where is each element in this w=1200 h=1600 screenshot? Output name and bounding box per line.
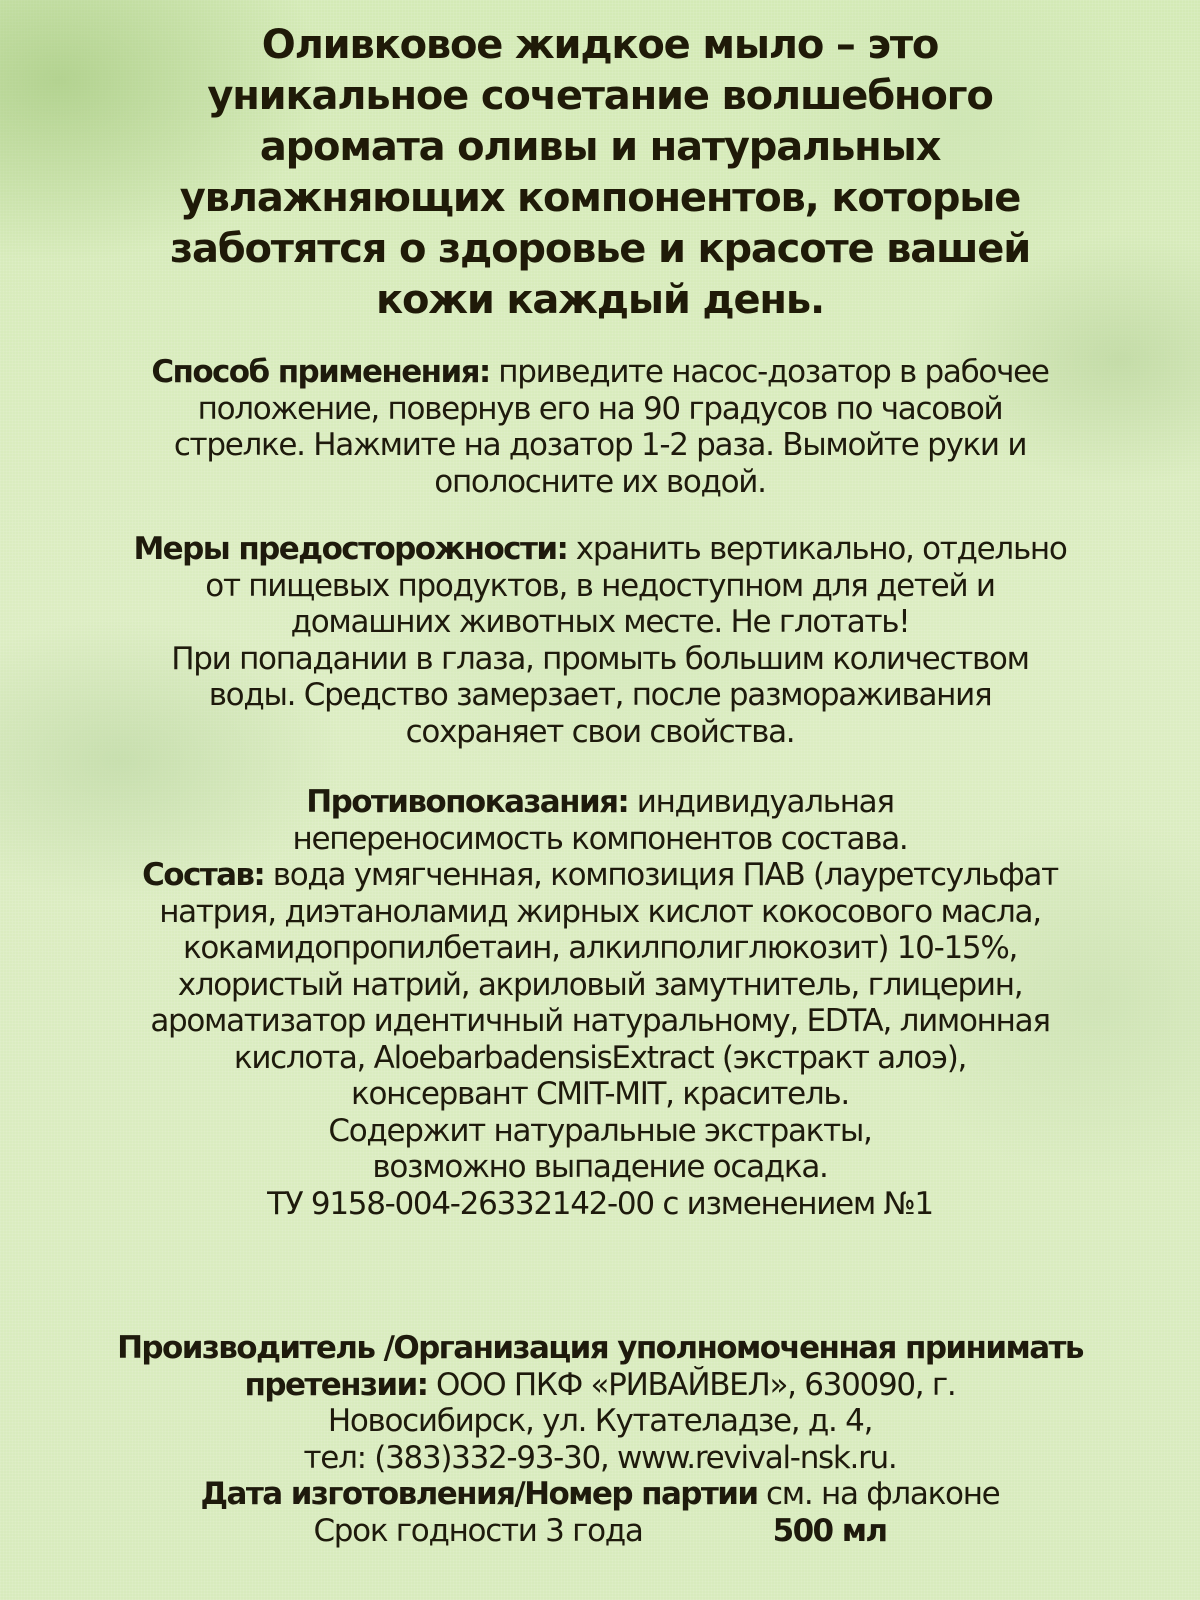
precautions-line: от пищевых продуктов, в недоступном для детей и	[205, 567, 995, 604]
claims-label: претензии:	[244, 1366, 428, 1403]
contraindications-section	[40, 784, 1160, 857]
usage-text: приведите насос-дозатор в рабочее	[489, 354, 1049, 390]
composition-line	[40, 857, 1160, 894]
composition-line: хлористый натрий, акриловый замутнитель, глицерин,	[177, 966, 1023, 1003]
headline-line: кожи каждый день.	[376, 277, 824, 323]
contraindications-line	[40, 784, 1160, 821]
composition-line: кислота, AloebarbadensisExtract (экстракт алоэ),	[233, 1039, 967, 1076]
headline-line: Оливковое жидкое мыло – это	[261, 22, 939, 68]
headline-line: уникальное сочетание волшебного	[207, 73, 993, 119]
contraindications-text: индивидуальная	[628, 784, 894, 820]
composition-section	[40, 857, 1160, 1222]
composition-line: Содержит натуральные экстракты,	[328, 1112, 872, 1149]
composition-text: вода умягченная, композиция ПАВ (лауретсульфат	[264, 857, 1058, 893]
manufacturer-contacts: тел: (383)332-93-30, www.revival-nsk.ru.	[303, 1439, 897, 1476]
manufacturer-line	[40, 1367, 1160, 1404]
precautions-line: воды. Средство замерзает, после размораживания	[208, 677, 992, 713]
shelf-life: Срок годности 3 года	[313, 1512, 643, 1549]
composition-line: возможно выпадение осадка.	[372, 1149, 828, 1185]
precautions-line: сохраняет свои свойства.	[405, 713, 795, 750]
manufacturer-section	[40, 1330, 1160, 1549]
usage-line: ополосните их водой.	[434, 463, 766, 500]
composition-line: ароматизатор идентичный натуральному, EDTA, лимонная	[150, 1003, 1050, 1039]
precautions-line: домашних животных месте. Не глотать!	[290, 604, 910, 640]
contraindications-line: непереносимость компонентов состава.	[292, 820, 908, 857]
precautions-line	[40, 531, 1160, 568]
manufacturer-label: Производитель /Организация уполномоченная принимать	[117, 1330, 1083, 1366]
manufacturer-address: Новосибирск, ул. Кутателадзе, д. 4,	[327, 1403, 873, 1439]
usage-section	[40, 354, 1160, 500]
precautions-text: хранить вертикально, отдельно	[567, 531, 1067, 567]
usage-line: стрелке. Нажмите на дозатор 1-2 раза. Вымойте руки и	[173, 427, 1027, 463]
precautions-label: Меры предосторожности:	[133, 531, 568, 567]
precautions-section	[40, 531, 1160, 750]
batch-label: Дата изготовления/Номер партии	[200, 1476, 758, 1512]
precautions-line: При попадании в глаза, промыть большим количеством	[171, 640, 1029, 677]
contraindications-label: Противопоказания:	[306, 784, 629, 820]
shelf-life-line	[40, 1513, 1160, 1550]
batch-value: см. на флаконе	[757, 1476, 1000, 1512]
product-headline	[100, 20, 1100, 326]
composition-label: Состав:	[142, 857, 265, 893]
headline-line: увлажняющих компонентов, которые	[179, 175, 1021, 221]
tech-spec-line: ТУ 9158-004-26332142-00 с изменением №1	[267, 1185, 933, 1222]
composition-line: кокамидопропилбетаин, алкилполиглюкозит) 10-15%,	[182, 930, 1018, 966]
manufacturer-company: ООО ПКФ «РИВАЙВЕЛ», 630090, г.	[427, 1366, 956, 1403]
usage-line: положение, повернув его на 90 градусов по часовой	[197, 390, 1003, 427]
composition-line: натрия, диэтаноламид жирных кислот кокосового масла,	[159, 893, 1041, 930]
usage-line	[40, 354, 1160, 391]
headline-line: заботятся о здоровье и красоте вашей	[169, 226, 1031, 272]
volume: 500 мл	[772, 1512, 887, 1549]
composition-line: консервант CMIT-MIT, краситель.	[351, 1076, 849, 1112]
usage-label: Способ применения:	[151, 354, 490, 390]
batch-line	[40, 1476, 1160, 1513]
headline-line: аромата оливы и натуральных	[259, 124, 941, 170]
